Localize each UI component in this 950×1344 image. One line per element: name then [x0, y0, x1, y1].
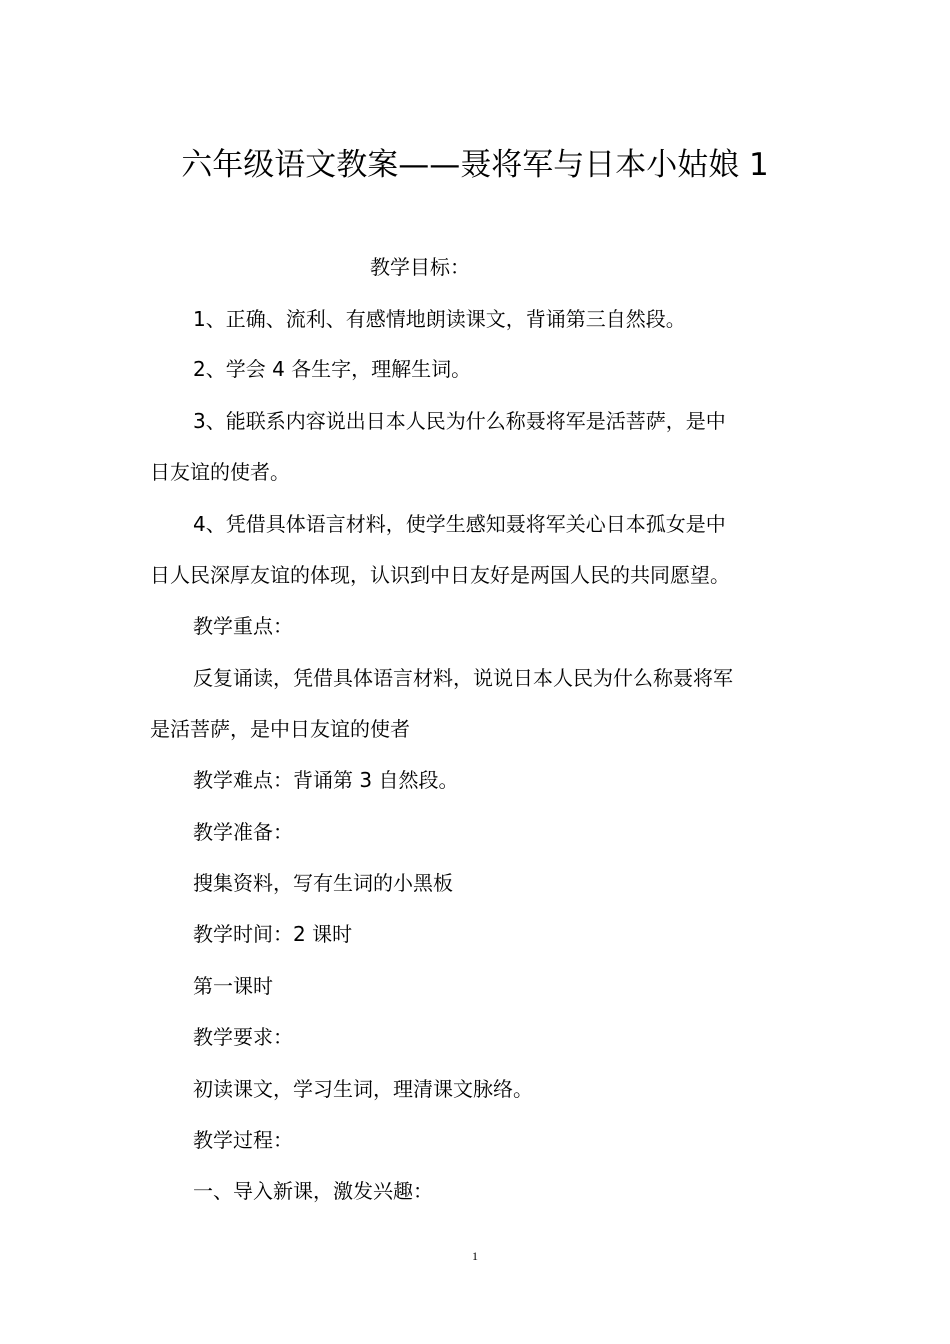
section-heading-preparation: 教学准备：: [193, 820, 293, 844]
page-number: 1: [472, 1249, 478, 1263]
section-heading-first-lesson: 第一课时: [193, 974, 273, 998]
paragraph-line: 4、凭借具体语言材料，使学生感知聂将军关心日本孤女是中: [193, 512, 726, 536]
paragraph-line: 搜集资料，写有生词的小黑板: [193, 871, 453, 895]
paragraph-line: 1、正确、流利、有感情地朗读课文，背诵第三自然段。: [193, 307, 686, 331]
paragraph-line: 教学难点：背诵第 3 自然段。: [193, 768, 459, 792]
section-heading-objectives: 教学目标：: [370, 255, 470, 279]
paragraph-line: 3、能联系内容说出日本人民为什么称聂将军是活菩萨，是中: [193, 409, 726, 433]
section-heading-key-points: 教学重点：: [193, 614, 293, 638]
section-heading-requirements: 教学要求：: [193, 1025, 293, 1049]
paragraph-line: 初读课文，学习生词，理清课文脉络。: [193, 1077, 533, 1101]
paragraph-line: 日人民深厚友谊的体现，认识到中日友好是两国人民的共同愿望。: [150, 563, 730, 587]
document-title: 六年级语文教案——聂将军与日本小姑娘 1: [181, 146, 769, 183]
paragraph-line: 一、导入新课，激发兴趣：: [193, 1179, 433, 1203]
paragraph-line: 2、学会 4 各生字，理解生词。: [193, 357, 472, 381]
paragraph-line: 日友谊的使者。: [150, 460, 290, 484]
paragraph-line: 反复诵读，凭借具体语言材料，说说日本人民为什么称聂将军: [193, 666, 733, 690]
paragraph-line: 教学时间：2 课时: [193, 922, 353, 946]
section-heading-process: 教学过程：: [193, 1128, 293, 1152]
paragraph-line: 是活菩萨，是中日友谊的使者: [150, 717, 410, 741]
